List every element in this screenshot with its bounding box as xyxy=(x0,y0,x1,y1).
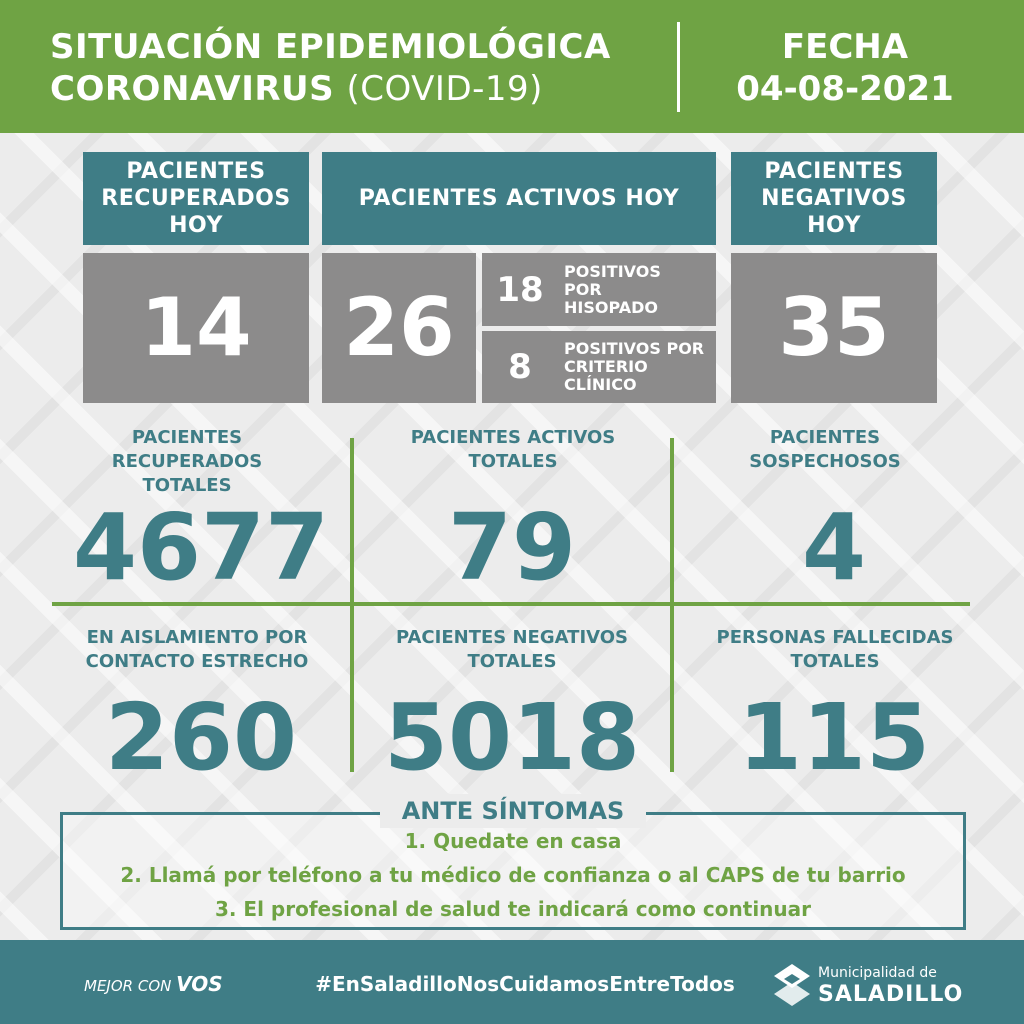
header-divider xyxy=(677,22,680,112)
activos-totales-value: 79 xyxy=(447,494,577,601)
hisopado-box xyxy=(482,253,716,326)
title-line1: SITUACIÓN EPIDEMIOLÓGICA xyxy=(50,27,611,67)
recuperados-hoy-label: PACIENTES RECUPERADOS HOY xyxy=(101,159,291,238)
date-value: 04-08-2021 xyxy=(736,69,954,109)
slogan-post: VOS xyxy=(176,972,223,996)
negativos-totales-value: 5018 xyxy=(383,684,641,791)
page-title xyxy=(50,26,650,110)
recuperados-hoy-header xyxy=(83,152,309,245)
activos-hoy-header xyxy=(322,152,716,245)
activos-hoy-box xyxy=(322,253,476,403)
slogan-pre: MEJOR CON xyxy=(84,977,172,995)
sospechosos-label: PACIENTES SOSPECHOSOS xyxy=(749,427,901,472)
hisopado-label: POSITIVOS POR HISOPADO xyxy=(564,261,661,317)
date-block xyxy=(695,26,995,110)
title-coronavirus: CORONAVIRUS xyxy=(50,69,335,109)
sintomas-title: ANTE SÍNTOMAS xyxy=(380,794,646,828)
title-covid: (COVID-19) xyxy=(346,69,543,109)
sintomas-item-1: 1. Quedate en casa xyxy=(404,829,622,853)
recuperados-hoy-value: 14 xyxy=(140,281,252,374)
title-line2 xyxy=(50,68,650,110)
fallecidas-value: 115 xyxy=(737,684,931,791)
logo-line1: Municipalidad de xyxy=(818,965,937,981)
negativos-hoy-label: PACIENTES NEGATIVOS HOY xyxy=(761,159,907,238)
clinico-value: 8 xyxy=(508,347,532,387)
negativos-hoy-value: 35 xyxy=(778,281,890,374)
sospechosos-value: 4 xyxy=(801,494,866,601)
sintomas-item-2: 2. Llamá por teléfono a tu médico de confianza o al CAPS de tu barrio xyxy=(120,863,906,887)
activos-totales-label: PACIENTES ACTIVOS TOTALES xyxy=(410,427,616,472)
hisopado-value: 18 xyxy=(496,269,544,310)
date-label: FECHA xyxy=(781,27,909,67)
saladillo-logo-icon xyxy=(770,962,814,1006)
negativos-hoy-header xyxy=(731,152,937,245)
activos-hoy-label: PACIENTES ACTIVOS HOY xyxy=(358,186,680,211)
recuperados-totales-value: 4677 xyxy=(72,494,330,601)
hashtag: #EnSaladilloNosCuidamosEntreTodos xyxy=(315,972,735,996)
fallecidas-label: PERSONAS FALLECIDAS TOTALES xyxy=(716,627,954,672)
clinico-label: POSITIVOS POR CRITERIO CLÍNICO xyxy=(564,339,705,394)
recuperados-hoy-box xyxy=(83,253,309,403)
sintomas-item-3: 3. El profesional de salud te indicará como continuar xyxy=(214,897,812,921)
aislamiento-label: EN AISLAMIENTO POR CONTACTO ESTRECHO xyxy=(85,627,309,672)
negativos-hoy-box xyxy=(731,253,937,403)
slogan xyxy=(84,974,223,996)
recuperados-totales-label: PACIENTES RECUPERADOS TOTALES xyxy=(111,427,263,496)
activos-hoy-value: 26 xyxy=(343,281,455,374)
grid-line-h xyxy=(52,602,970,606)
negativos-totales-label: PACIENTES NEGATIVOS TOTALES xyxy=(395,627,629,672)
aislamiento-value: 260 xyxy=(104,684,298,791)
logo-line2: SALADILLO xyxy=(818,982,964,1007)
clinico-box xyxy=(482,331,716,403)
